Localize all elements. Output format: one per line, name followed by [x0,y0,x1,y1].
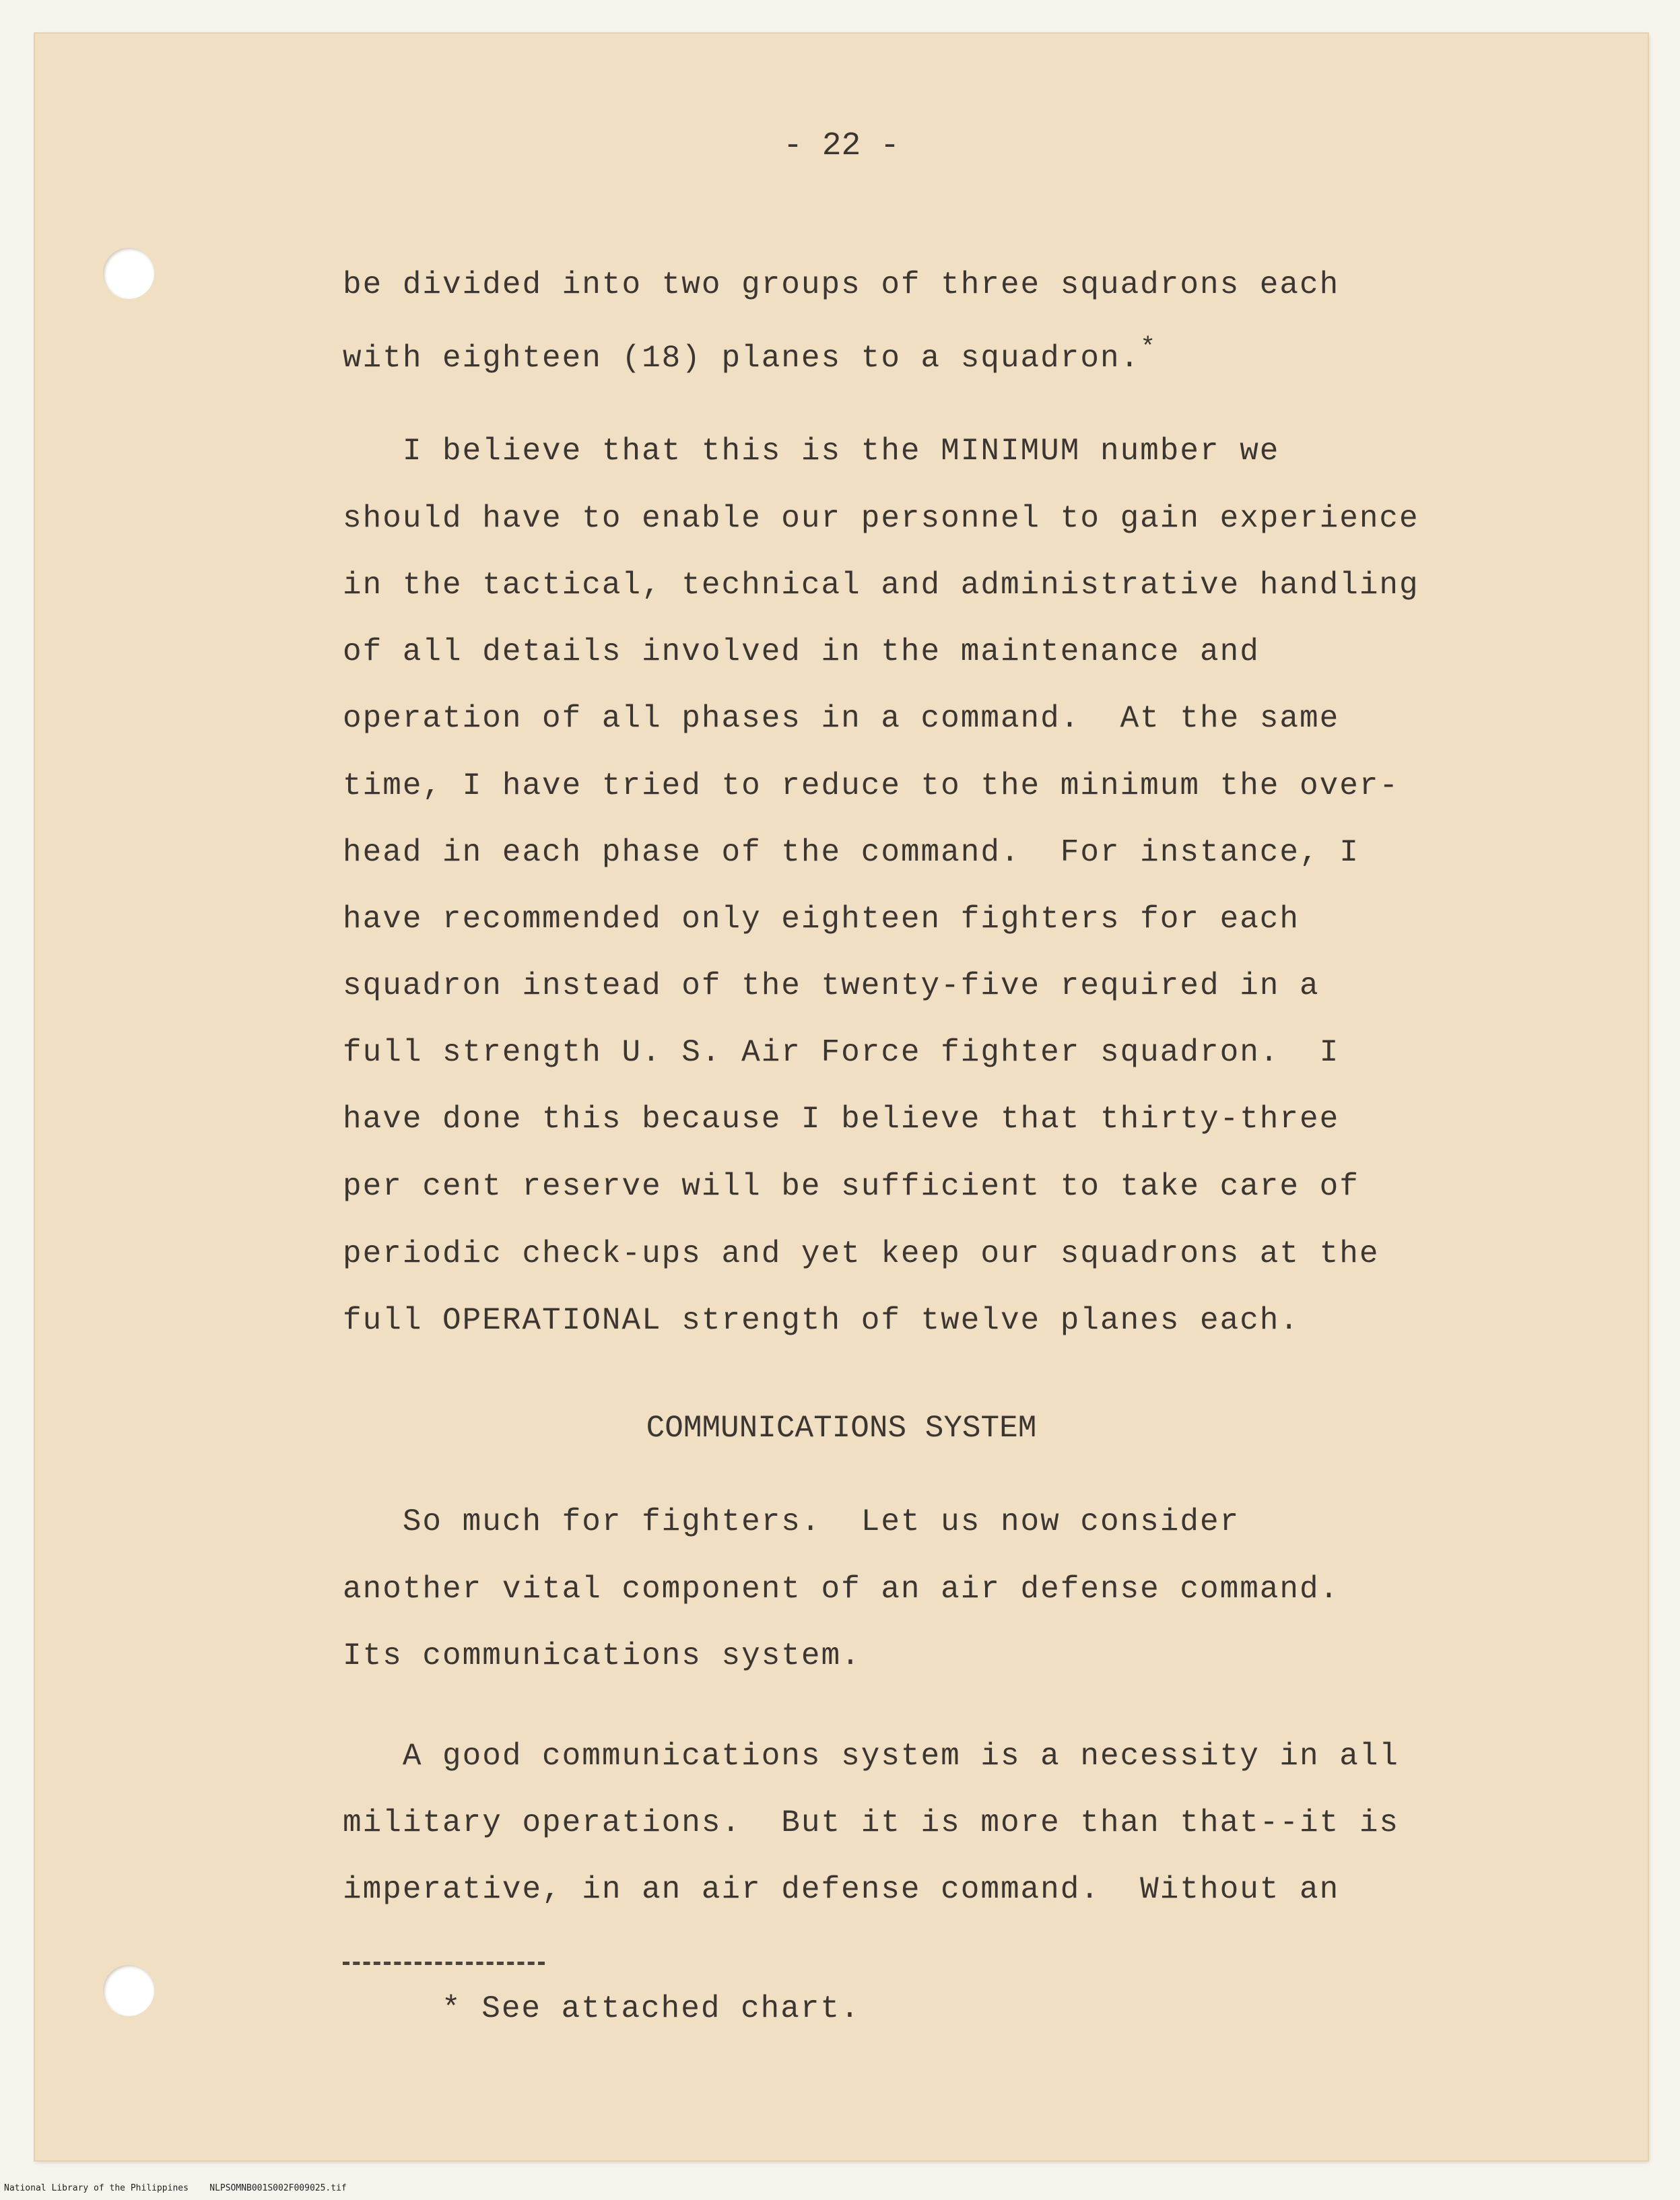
punch-hole [103,1965,154,2016]
text-line: squadron instead of the twenty-five required in a [343,968,1320,1003]
paper-sheet [35,34,1648,2160]
text-line: in the tactical, technical and administrative handling [343,568,1419,603]
text-line: another vital component of an air defense command. [343,1572,1340,1607]
footnote-separator [343,1962,545,1965]
text-line: full strength U. S. Air Force fighter squadron. I [343,1035,1340,1070]
text-line: head in each phase of the command. For instance, I [343,835,1359,870]
text-line: So much for fighters. Let us now consider [343,1504,1240,1539]
section-heading: COMMUNICATIONS SYSTEM [646,1411,1037,1446]
text-line: A good communications system is a necessity in all [343,1739,1400,1774]
text-line: be divided into two groups of three squadrons each [343,267,1340,302]
text-line: imperative, in an air defense command. Without an [343,1872,1340,1907]
footnote-marker: * [1140,333,1157,362]
footnote [442,1993,861,2024]
text-line-content: with eighteen (18) planes to a squadron. [343,341,1141,376]
footnote-text: See attached chart. [481,1991,861,2026]
text-line: operation of all phases in a command. At the same [343,701,1340,736]
text-line: should have to enable our personnel to gain experience [343,501,1419,536]
text-line: periodic check-ups and yet keep our squadrons at the [343,1236,1380,1271]
text-line: per cent reserve will be sufficient to take care of [343,1169,1359,1204]
page-number: - 22 - [783,128,900,164]
footnote-marker: * [442,1991,462,2026]
text-line: military operations. But it is more than that--it is [343,1805,1400,1840]
text-line: I believe that this is the MINIMUM number we [343,434,1280,469]
text-line: full OPERATIONAL strength of twelve planes each. [343,1303,1300,1338]
text-line: of all details involved in the maintenance and [343,634,1260,669]
scan-caption: National Library of the Philippines NLPSOMNB001S002F009025.tif [4,2183,347,2193]
text-line: have done this because I believe that thirty-three [343,1102,1340,1137]
text-line: time, I have tried to reduce to the minimum the over- [343,768,1400,803]
punch-hole [103,248,154,299]
text-line [343,335,1157,374]
text-line: Its communications system. [343,1638,861,1673]
text-line: have recommended only eighteen fighters for each [343,902,1300,937]
